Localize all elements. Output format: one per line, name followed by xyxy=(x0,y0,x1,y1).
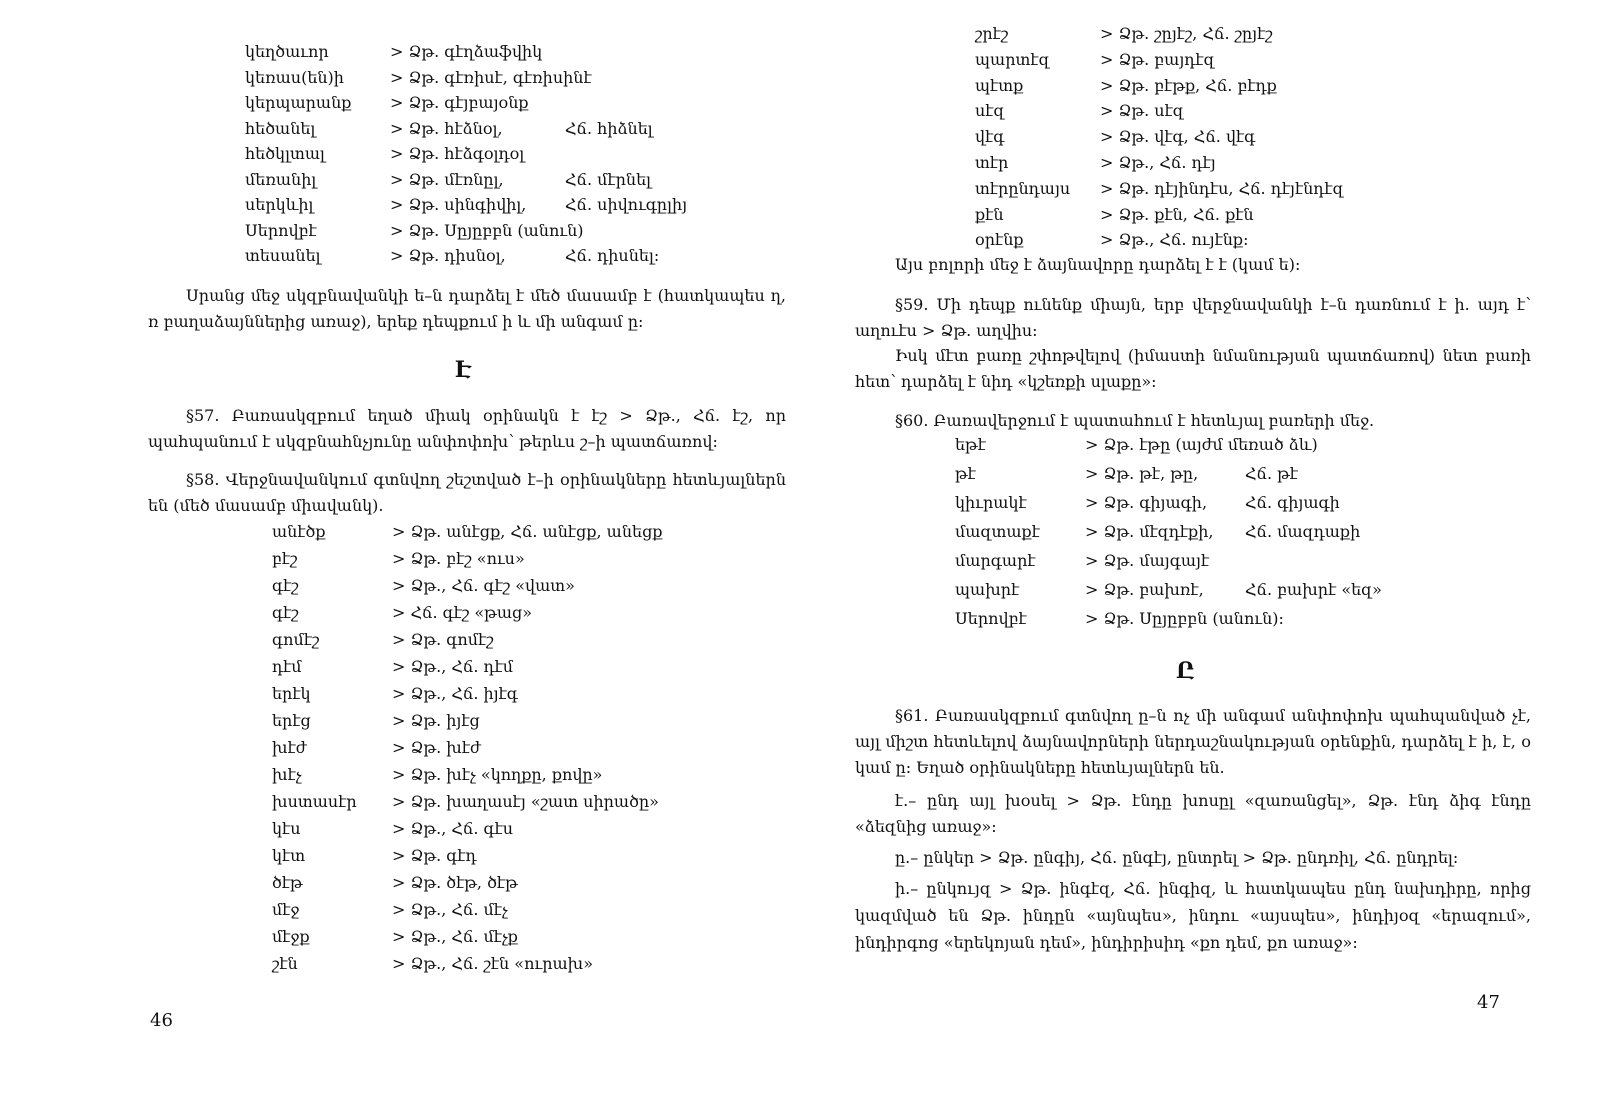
word-entry xyxy=(245,144,785,166)
word-entry xyxy=(272,630,792,652)
headword: գէշ xyxy=(272,576,299,595)
headword: պախրէ xyxy=(955,580,1020,599)
headword: Սերովբէ xyxy=(245,220,317,240)
word-entry xyxy=(272,927,792,949)
headword: սէզ xyxy=(975,101,1005,121)
word-entry xyxy=(975,101,1535,123)
headword: կերպարանք xyxy=(245,93,352,112)
word-entry xyxy=(272,549,792,571)
headword: պէտք xyxy=(975,75,1024,95)
dialect-forms: > Ձթ. անէցք, Հճ. անէցք, անեցք xyxy=(392,522,663,541)
word-entry xyxy=(955,435,1515,457)
dialect-forms: > Ձթ. բէթք, Հճ. բէդք xyxy=(1100,75,1277,95)
word-entry xyxy=(955,493,1515,515)
paragraph-61-i: ի.– ընկույզ > Ձթ. ինգէզ, Հճ. ինգիզ, և հատկապես ընդ նախդիրը, որից կազմված են Ձթ. ինդըն «այնպես», ինդու «այսպես», ինդիյօզ «երազում», ինդիրգոց «երեկոյան դեմ», ինդիրիսիդ «քո դեմ, քո առաջ»: xyxy=(855,879,1531,952)
dialect-forms: > Ձթ., Հճ. գէս xyxy=(392,819,514,838)
headword: գոմէշ xyxy=(272,630,320,649)
headword: կիւրակէ xyxy=(955,493,1027,512)
dialect-forms: > Ձթ. խաղասէյ «շատ սիրածը» xyxy=(392,792,659,811)
hajin-form: Հճ. սիվուգըլիյ xyxy=(565,195,688,214)
headword: ծէթ xyxy=(272,873,303,892)
headword: մազտաքէ xyxy=(955,522,1040,541)
dialect-forms: > Ձթ. մէռնըլ, xyxy=(390,169,504,189)
section-heading-e: Է xyxy=(455,357,472,383)
dialect-forms: > Ձթ. քէն, Հճ. քէն xyxy=(1100,204,1254,224)
word-entry xyxy=(955,551,1515,573)
word-entry xyxy=(245,42,785,64)
dialect-forms: > Ձթ., Հճ. գէշ «վատ» xyxy=(392,576,575,595)
dialect-forms: > Ձթ. գոմէշ xyxy=(392,630,494,649)
dialect-forms: > Ձթ. Սըյըբբն (անուն) xyxy=(390,220,584,240)
dialect-forms: > Ձթ. իյէց xyxy=(392,711,480,730)
headword: անէծք xyxy=(272,522,326,541)
word-entry xyxy=(245,195,785,217)
word-entry xyxy=(975,230,1535,252)
headword: մեռանիլ xyxy=(245,169,317,189)
paragraph-59b: Իսկ մէտ բառը շփոթվելով (իմաստի նմանության պատճառով) նետ բառի հետ՝ դարձել է նիդ «կշեռքի սլաքը»: xyxy=(855,346,1531,391)
dialect-forms: > Ձթ. մէզդէքի, xyxy=(1085,522,1214,541)
paragraph-61: §61. Բառասկզբում գտնվող ը–ն ոչ մի անգամ անփոփոխ պահպանված չէ, այլ միշտ հետևելով ձայնավորների ներդաշնակության օրենքին, դարձել է ի, է, օ կամ ը: Եղած օրինակները հետևյալներն են. xyxy=(855,706,1531,777)
dialect-forms: > Ձթ. բախռէ, xyxy=(1085,580,1204,599)
dialect-forms: > Ձթ. գէյբայօնք xyxy=(390,93,529,112)
word-entry xyxy=(245,246,785,268)
left-paragraph-1: Սրանց մեջ սկզբնավանկի ե–ն դարձել է մեծ մասամբ է (հատկապես ղ, ռ բաղաձայններից առաջ), երեք դեպքում ի և մի անգամ ը: xyxy=(148,286,786,331)
dialect-forms: > Ձթ. վէգ, Հճ. վէգ xyxy=(1100,127,1256,147)
hajin-form: Հճ. գիյագի xyxy=(1245,493,1340,512)
dialect-forms: > Ձթ. դիսնօլ, xyxy=(390,246,506,265)
headword: սերկևիլ xyxy=(245,195,314,214)
word-entry xyxy=(272,765,792,787)
dialect-forms: > Ձթ., Հճ. մէչք xyxy=(392,927,518,946)
headword: պարտէզ xyxy=(975,49,1050,69)
section-heading-u: Ը xyxy=(1176,658,1195,684)
word-entry xyxy=(975,50,1535,72)
right-paragraph-a: Այս բոլորի մեջ է ձայնավորը դարձել է է (կամ ե): xyxy=(895,255,1301,274)
dialect-forms: > Ձթ. հէձնօլ, xyxy=(390,118,503,138)
word-entry xyxy=(272,900,792,922)
paragraph-58: §58. Վերջնավանկում գտնվող շեշտված է–ի օրինակները հետևյալներն են (մեծ մասամբ միավանկ). xyxy=(148,470,786,515)
word-entry xyxy=(272,738,792,760)
headword: երէկ xyxy=(272,684,311,703)
dialect-forms: > Հճ. գէշ «թաց» xyxy=(392,603,533,622)
dialect-forms: > Ձթ. գէռիսէ, գէռիսինէ xyxy=(390,67,592,87)
hajin-form: Հճ. բախրէ «եզ» xyxy=(1245,580,1382,599)
dialect-forms: > Ձթ. խէժ xyxy=(392,738,481,757)
dialect-forms: > Ձթ. սէզ xyxy=(1100,101,1184,121)
dialect-forms: > Ձթ., Հճ. դէյ xyxy=(1100,153,1216,172)
headword: մարգարէ xyxy=(955,551,1036,570)
word-entry xyxy=(975,127,1535,149)
headword: գէշ xyxy=(272,603,299,622)
headword: քէն xyxy=(975,204,1004,224)
headword: կեռաս(են)ի xyxy=(245,67,344,87)
headword: շրէշ xyxy=(975,24,1009,43)
word-entry xyxy=(955,609,1515,631)
headword: թէ xyxy=(955,464,976,483)
paragraph-57: §57. Բառասկզբում եղած միակ օրինակն է էշ > Ձթ., Հճ. էշ, որ պահպանում է սկզբնահնչյունը անփոփոխ՝ թերևս շ–ի պատճառով: xyxy=(148,406,786,451)
headword: կէս xyxy=(272,819,301,838)
paragraph-61-u: ը.– ընկեր > Ձթ. ընգիյ, Հճ. ընգէյ, ընտրել > Ձթ. ընդռիլ, Հճ. ընդրել: xyxy=(895,848,1459,867)
dialect-forms: > Ձթ., Հճ. իյէգ xyxy=(392,684,518,703)
headword: հեծանել xyxy=(245,118,316,138)
paragraph-61-e: է.– ընդ այլ խօսել > Ձթ. էնդը խոսըլ «զառանցել», Ձթ. էնդ ձիգ էնդը «ձեզնից առաջ»: xyxy=(855,791,1531,836)
right-page xyxy=(800,0,1601,1114)
dialect-forms: > Ձթ. գէղձաֆվիկ xyxy=(390,42,543,61)
word-entry xyxy=(975,76,1535,98)
word-entry xyxy=(272,846,792,868)
dialect-forms: > Ձթ. բայդէզ xyxy=(1100,49,1215,69)
headword: երէց xyxy=(272,711,311,730)
dialect-forms: > Ձթ. գէդ xyxy=(392,846,477,865)
dialect-forms: > Ձթ. Սըյըբբն (անուն): xyxy=(1085,609,1284,628)
word-entry xyxy=(245,68,785,90)
word-entry xyxy=(272,711,792,733)
dialect-forms: > Ձթ., Հճ. շէն «ուրախ» xyxy=(392,954,594,973)
headword: բէշ xyxy=(272,549,298,568)
hajin-form: Հճ. թէ xyxy=(1245,464,1298,483)
word-entry xyxy=(955,464,1515,486)
dialect-forms: > Ձթ., Հճ. ույէնք: xyxy=(1100,230,1249,250)
headword: տեսանել xyxy=(245,246,321,265)
left-page xyxy=(0,0,800,1114)
paragraph-59: §59. Մի դեպք ունենք միայն, երբ վերջնավանկի է–ն դառնում է ի. այդ է՝ աղուէս > Ձթ. աղվիս: xyxy=(855,295,1531,340)
word-entry xyxy=(245,221,785,243)
headword: եթէ xyxy=(955,435,986,454)
word-entry xyxy=(272,576,792,598)
word-entry xyxy=(955,522,1515,544)
dialect-forms: > Ձթ. ծէթ, ծէթ xyxy=(392,873,518,892)
word-entry xyxy=(272,684,792,706)
word-entry xyxy=(975,153,1535,175)
hajin-form: Հճ. հիձնել xyxy=(565,118,653,138)
dialect-forms: > Ձթ., Հճ. դէմ xyxy=(392,657,514,676)
dialect-forms: > Ձթ. սինգիվիլ, xyxy=(390,195,527,214)
headword: օրէնք xyxy=(975,230,1024,250)
word-entry xyxy=(245,93,785,115)
word-entry xyxy=(272,657,792,679)
dialect-forms: > Ձթ. շըյէշ, Հճ. շըյէշ xyxy=(1100,24,1273,43)
headword: տէրընդայս xyxy=(975,178,1071,198)
paragraph-60: §60. Բառավերջում է պատահում է հետևյալ բառերի մեջ. xyxy=(895,411,1375,430)
dialect-forms: > Ձթ. հէձգօլդօլ xyxy=(390,144,525,163)
dialect-forms: > Ձթ. բէշ «ուս» xyxy=(392,549,525,568)
dialect-forms: > Ձթ. դէյինդէս, Հճ. դէյէնդէզ xyxy=(1100,178,1344,198)
word-entry xyxy=(272,819,792,841)
word-entry xyxy=(245,170,785,192)
dialect-forms: > Ձթ. գիյագի, xyxy=(1085,493,1208,512)
headword: դէմ xyxy=(272,657,302,676)
word-entry xyxy=(245,119,785,141)
word-entry xyxy=(272,522,792,544)
headword: տէր xyxy=(975,153,1009,172)
word-entry xyxy=(975,205,1535,227)
dialect-forms: > Ձթ. թէ, թը, xyxy=(1085,464,1199,483)
headword: շէն xyxy=(272,954,298,973)
page-number-right: 47 xyxy=(1477,992,1500,1013)
hajin-form: Հճ. մէրնել xyxy=(565,169,651,189)
dialect-forms: > Ձթ. մայգայէ xyxy=(1085,551,1210,570)
word-entry xyxy=(272,792,792,814)
headword: կէտ xyxy=(272,846,306,865)
headword: մէջ xyxy=(272,900,300,919)
headword: խստասէր xyxy=(272,792,357,811)
headword: կեղծաւոր xyxy=(245,42,329,61)
dialect-forms: > Ձթ. խէչ «կողքը, քովը» xyxy=(392,765,603,784)
headword: մէջք xyxy=(272,927,310,946)
headword: Սերովբէ xyxy=(955,609,1027,628)
headword: հեծկլտալ xyxy=(245,144,325,163)
word-entry xyxy=(955,580,1515,602)
hajin-form: Հճ. մազդաքի xyxy=(1245,522,1361,541)
dialect-forms: > Ձթ., Հճ. մէչ xyxy=(392,900,508,919)
hajin-form: Հճ. դիսնել: xyxy=(565,246,660,265)
word-entry xyxy=(272,603,792,625)
word-entry xyxy=(272,873,792,895)
dialect-forms: > Ձթ. էթը (այժմ մեռած ձև) xyxy=(1085,435,1318,454)
word-entry xyxy=(272,954,792,976)
page-number-left: 46 xyxy=(150,1010,173,1031)
headword: խէժ xyxy=(272,738,307,757)
word-entry xyxy=(975,179,1535,201)
word-entry xyxy=(975,24,1535,46)
headword: խէչ xyxy=(272,765,302,784)
headword: վէգ xyxy=(975,127,1005,147)
